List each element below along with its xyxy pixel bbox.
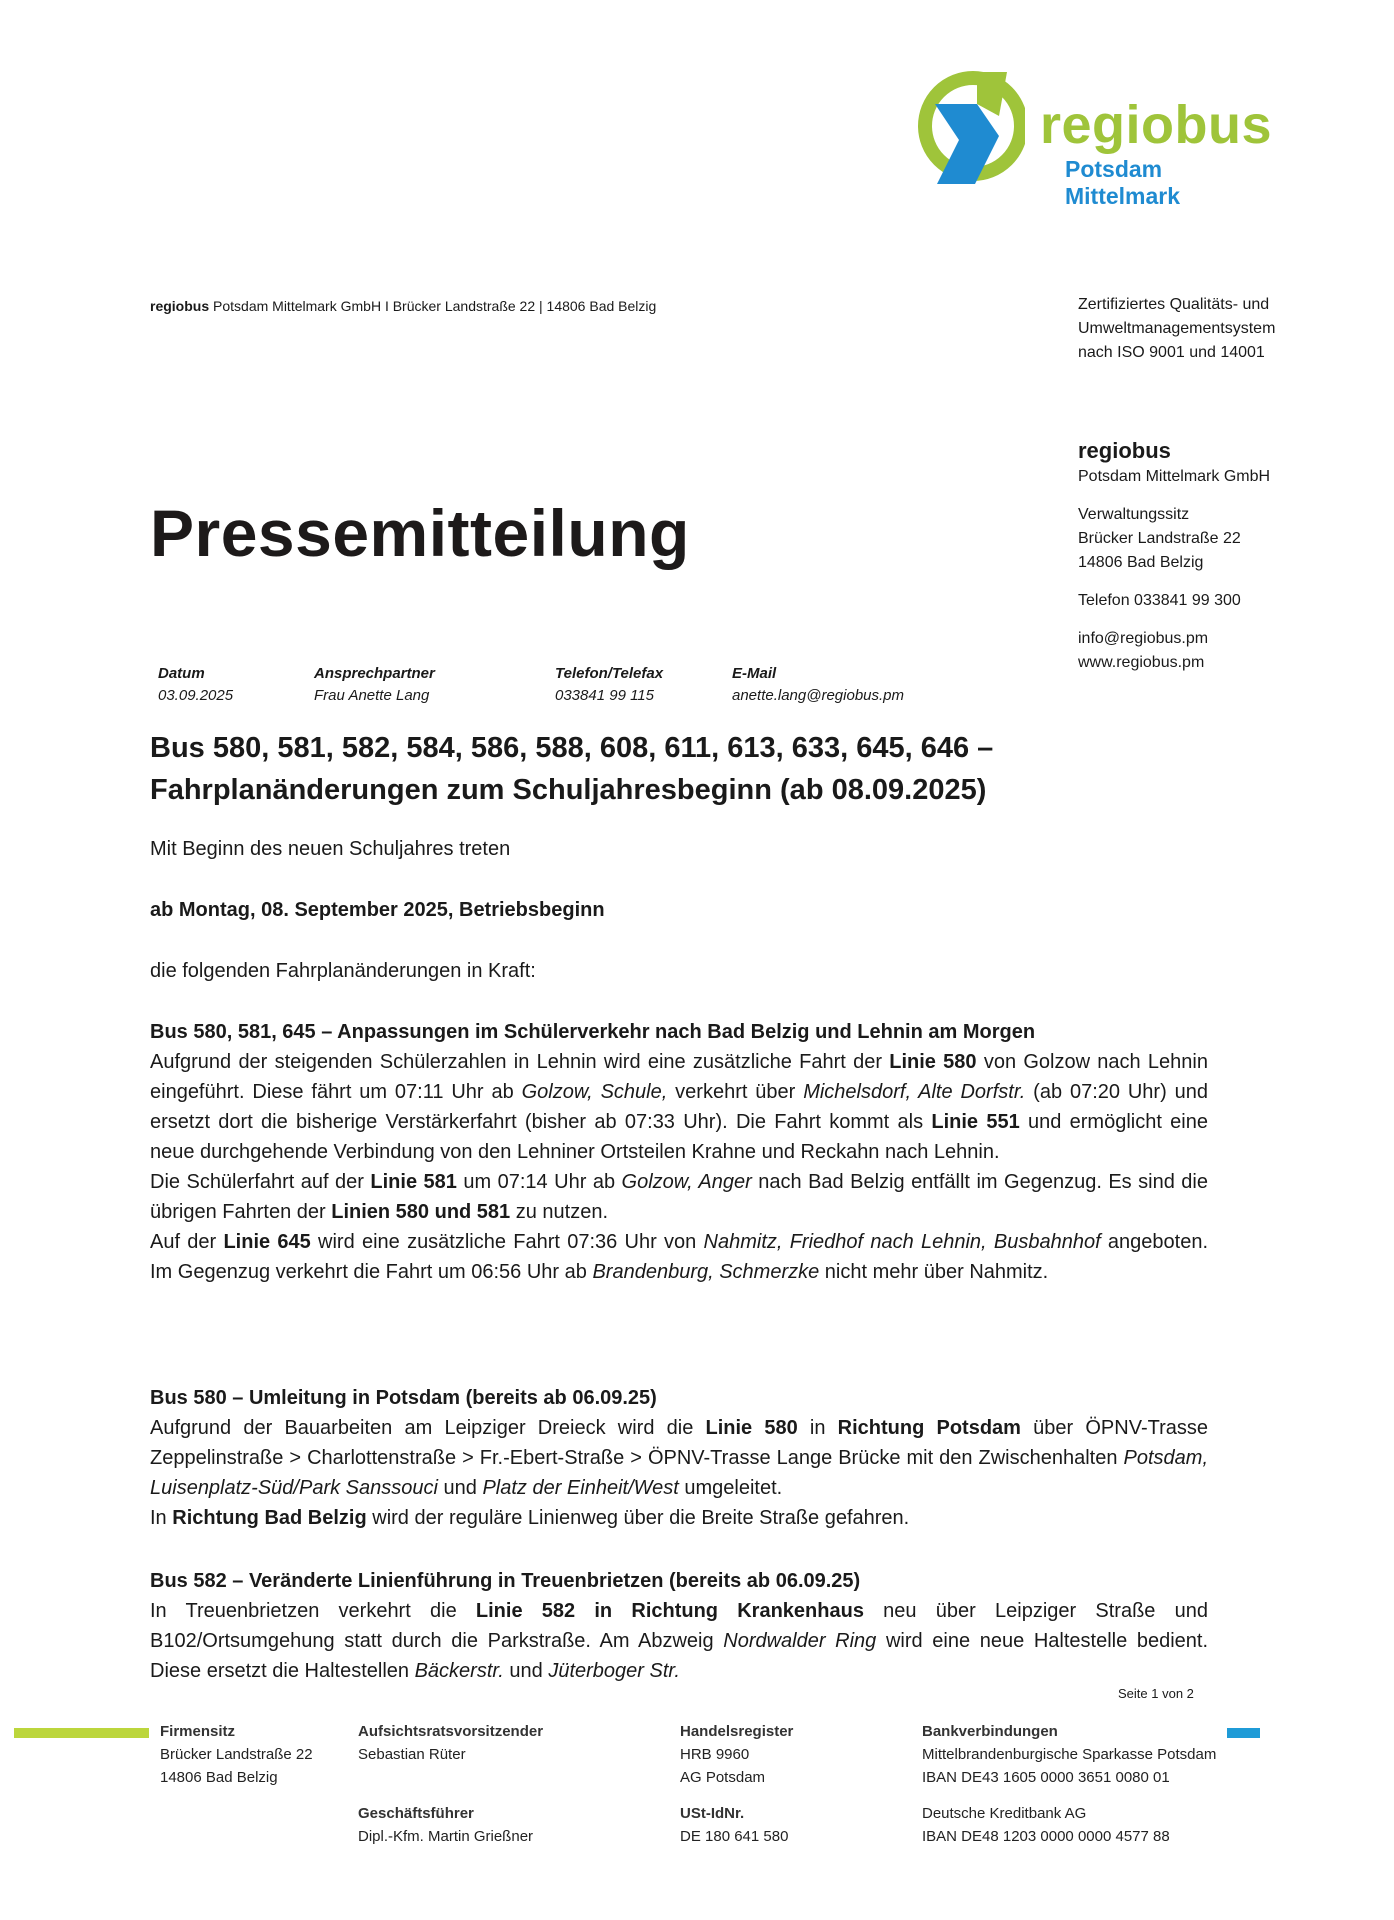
sender-brand: regiobus: [150, 298, 210, 314]
bank-label: Bankverbindungen: [922, 1723, 1058, 1740]
register-court: AG Potsdam: [680, 1769, 766, 1786]
meta-contact: [314, 663, 435, 707]
company-website: www.regiobus.pm: [1078, 654, 1205, 671]
footer-bank-2: [922, 1802, 1222, 1848]
company-street: Brücker Landstraße 22: [1078, 530, 1241, 547]
meta-email: [732, 663, 904, 707]
section-3-para-1: In Treuenbrietzen verkehrt die Linie 582 in Richtung Krankenhaus neu über Leipziger Straße und B102/Ortsumgehung statt durch die Parkstraße. Am Abzweig Nordwalder Ring wird eine neue Haltestelle bedient. Diese ersetzt die Haltestellen Bäckerstr. und Jüterboger Str.: [150, 1600, 1209, 1682]
md-name: Dipl.-Kfm. Martin Grießner: [358, 1828, 534, 1845]
cert-line-2: Umweltmanagementsystem: [1078, 320, 1276, 337]
sender-address: Potsdam Mittelmark GmbH I Brücker Landstraße 22 | 14806 Bad Belzig: [209, 298, 657, 314]
register-label: Handelsregister: [680, 1723, 794, 1740]
section-2-title: Bus 580 – Umleitung in Potsdam (bereits ab 06.09.25): [150, 1387, 657, 1409]
section-1-para-2: Die Schülerfahrt auf der Linie 581 um 07:14 Uhr ab Golzow, Anger nach Bad Belzig entfällt im Gegenzug. Es sind die übrigen Fahrten der Linien 580 und 581 zu nutzen.: [150, 1171, 1208, 1223]
logo-subtitle: Potsdam Mittelmark: [1065, 156, 1181, 209]
bank-1-name: Mittelbrandenburgische Sparkasse Potsdam: [922, 1746, 1217, 1763]
meta-date: [158, 663, 233, 707]
company-legal-name: Potsdam Mittelmark GmbH: [1078, 468, 1271, 485]
company-info: [1078, 437, 1348, 675]
board-label: Aufsichtsratsvorsitzender: [358, 1723, 544, 1740]
date-label: Datum: [158, 665, 205, 682]
md-label: Geschäftsführer: [358, 1805, 474, 1822]
meta-phone: [555, 663, 663, 707]
date-value: 03.09.2025: [158, 687, 234, 704]
footer-blue-bar: [1227, 1728, 1260, 1738]
headline-line-1: Bus 580, 581, 582, 584, 586, 588, 608, 611, 613, 633, 645, 646 –: [150, 732, 994, 764]
effective-date: ab Montag, 08. September 2025, Betriebsbeginn: [150, 899, 605, 921]
headline: [150, 727, 1110, 811]
bank-2-iban: IBAN DE48 1203 0000 0000 4577 88: [922, 1828, 1170, 1845]
seat-label: Firmensitz: [160, 1723, 236, 1740]
register-number: HRB 9960: [680, 1746, 750, 1763]
certification-note: [1078, 293, 1328, 365]
cert-line-3: nach ISO 9001 und 14001: [1078, 344, 1265, 361]
footer-vat: [680, 1802, 788, 1848]
seat-street: Brücker Landstraße 22: [160, 1746, 313, 1763]
logo-mark-icon: [915, 66, 1025, 191]
section-1-para-3: Auf der Linie 645 wird eine zusätzliche Fahrt 07:36 Uhr von Nahmitz, Friedhof nach Lehnin, Busbahnhof angeboten. Im Gegenzug verkehrt die Fahrt um 06:56 Uhr ab Brandenburg, Schmerzke nicht mehr über Nahmitz.: [150, 1231, 1209, 1283]
section-2-para-2: In Richtung Bad Belzig wird der reguläre Linienweg über die Breite Straße gefahren.: [150, 1507, 910, 1529]
page-title: Pressemitteilung: [150, 496, 690, 570]
footer-seat: [160, 1720, 313, 1789]
footer-board: [358, 1720, 543, 1766]
admin-seat-label: Verwaltungssitz: [1078, 506, 1190, 523]
intro-text: Mit Beginn des neuen Schuljahres treten: [150, 838, 511, 860]
section-580-581-645: [150, 1017, 1208, 1287]
vat-number: DE 180 641 580: [680, 1828, 789, 1845]
section-2-para-1: Aufgrund der Bauarbeiten am Leipziger Dreieck wird die Linie 580 in Richtung Potsdam über ÖPNV-Trasse Zeppelinstraße > Charlottenstraße > Fr.-Ebert-Straße > ÖPNV-Trasse Lange Brücke mit den Zwischenhalten Potsdam, Luisenplatz-Süd/Park Sanssouci und Platz der Einheit/West umgeleitet.: [150, 1417, 1208, 1499]
intro-continuation: die folgenden Fahrplanänderungen in Kraft:: [150, 960, 536, 982]
company-email: info@regiobus.pm: [1078, 630, 1209, 647]
vat-label: USt-IdNr.: [680, 1805, 745, 1822]
bank-2-name: Deutsche Kreditbank AG: [922, 1805, 1087, 1822]
email-label: E-Mail: [732, 665, 777, 682]
email-value: anette.lang@regiobus.pm: [732, 687, 905, 704]
seat-city: 14806 Bad Belzig: [160, 1769, 278, 1786]
board-name: Sebastian Rüter: [358, 1746, 466, 1763]
section-1-title: Bus 580, 581, 645 – Anpassungen im Schülerverkehr nach Bad Belzig und Lehnin am Morgen: [150, 1021, 1036, 1043]
section-1-para-1: Aufgrund der steigenden Schülerzahlen in Lehnin wird eine zusätzliche Fahrt der Linie 580 von Golzow nach Lehnin eingeführt. Diese fährt um 07:11 Uhr ab Golzow, Schule, verkehrt über Michelsdorf, Alte Dorfstr. (ab 07:20 Uhr) und ersetzt dort die bisherige Verstärkerfahrt (bisher ab 07:33 Uhr). Die Fahrt kommt als Linie 551 und ermöglicht eine neue durchgehende Verbindung von den Lehniner Ortsteilen Krahne und Reckahn nach Lehnin.: [150, 1051, 1208, 1163]
logo-wordmark: regiobus: [1040, 95, 1273, 155]
company-city: 14806 Bad Belzig: [1078, 554, 1204, 571]
phone-value: 033841 99 115: [555, 687, 654, 704]
section-582-route: [150, 1566, 1208, 1686]
contact-value: Frau Anette Lang: [314, 687, 430, 704]
page-number: Seite 1 von 2: [1118, 1686, 1194, 1701]
company-phone: Telefon 033841 99 300: [1078, 592, 1241, 609]
footer-managing-director: [358, 1802, 533, 1848]
footer-green-bar: [14, 1728, 149, 1738]
section-3-title: Bus 582 – Veränderte Linienführung in Treuenbrietzen (bereits ab 06.09.25): [150, 1570, 861, 1592]
footer-register: [680, 1720, 793, 1789]
bank-1-iban: IBAN DE43 1605 0000 3651 0080 01: [922, 1769, 1170, 1786]
sender-line: [150, 298, 656, 314]
phone-label: Telefon/Telefax: [555, 665, 664, 682]
headline-line-2: Fahrplanänderungen zum Schuljahresbeginn (ab 08.09.2025): [150, 774, 987, 806]
company-name: regiobus: [1078, 438, 1171, 463]
regiobus-logo: [915, 66, 1275, 209]
section-580-detour: [150, 1383, 1208, 1533]
contact-label: Ansprechpartner: [314, 665, 435, 682]
footer-bank: [922, 1720, 1222, 1789]
cert-line-1: Zertifiziertes Qualitäts- und: [1078, 296, 1270, 313]
